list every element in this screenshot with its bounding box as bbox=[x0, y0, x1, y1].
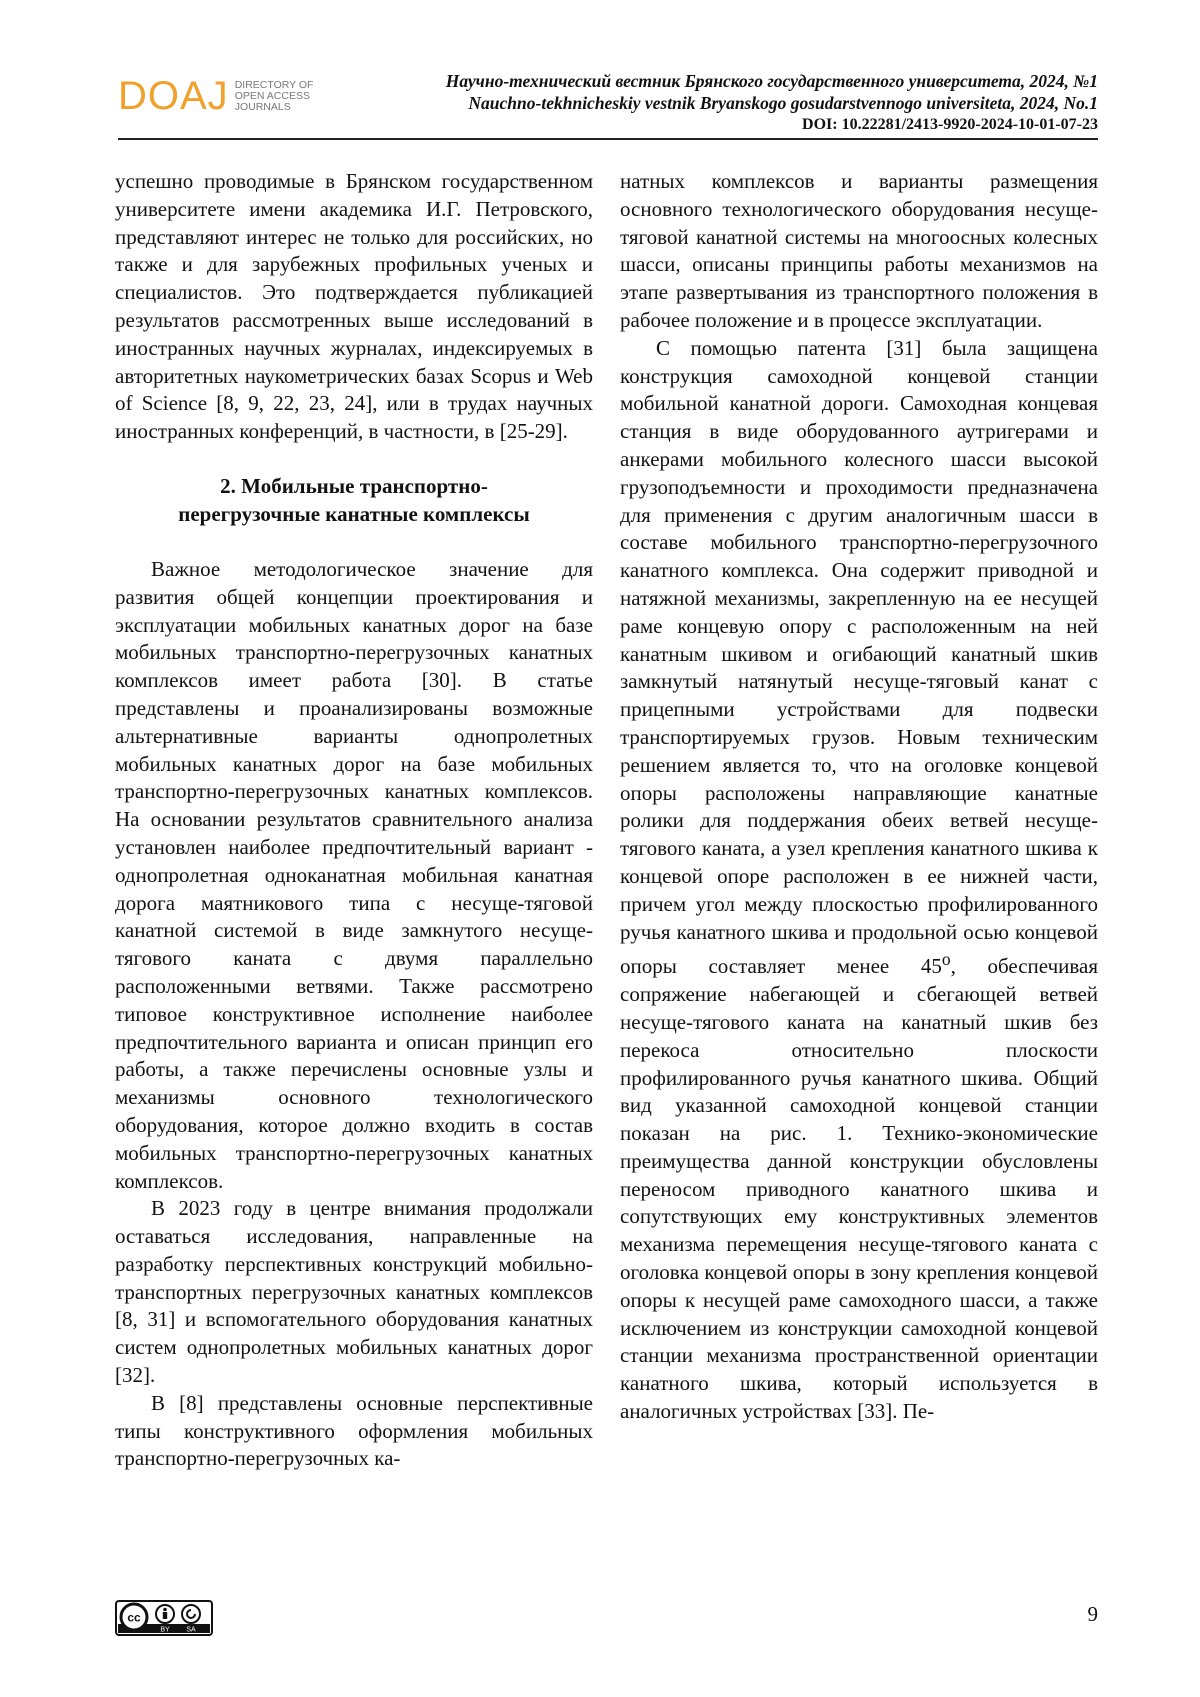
page-number: 9 bbox=[1087, 1602, 1098, 1626]
license-sa: SA bbox=[186, 1626, 196, 1634]
doaj-mark: DOAJ bbox=[118, 74, 229, 118]
paragraph: В 2023 году в центре внимания продолжали оставаться исследования, направленные на разработку перспективных конструкций мобильно-транспортных перегрузочных канатных комплексов [8, 31] и вспомогательного оборудования канатных систем однопролетных мобильных канатных дорог [32]. bbox=[115, 1196, 593, 1388]
doaj-logo bbox=[118, 76, 313, 116]
license-icon bbox=[115, 1600, 213, 1636]
doaj-sub-line: DIRECTORY OF bbox=[234, 78, 314, 91]
left-column bbox=[115, 168, 593, 1473]
journal-title-ru: Научно-технический вестник Брянского государственного университета, 2024, №1 bbox=[445, 71, 1098, 91]
paragraph-text: , обеспечивая сопряжение набегающей и сбегающей ветвей несуще-тягового каната на канатный шкив без перекоса относительно плоскости профилированного ручья канатного шкива. Общий вид указанной самоходной концевой станции показан на рис. 1. Технико-экономические преимущества данной конструкции обусловлены переносом приводного канатного шкива и сопутствующих ему конструктивных элементов механизма перемещения несуще-тягового каната с оголовка концевой опоры в зону крепления концевой опоры к несущей раме самоходного шасси, а также исключением из конструкции самоходной концевой станции механизма пространственной ориентации канатного шкива, который используется в аналогичных устройствах [33]. Пе- bbox=[620, 954, 1098, 1424]
doaj-subtitle bbox=[235, 80, 314, 113]
doaj-sub-line: JOURNALS bbox=[234, 100, 291, 113]
section-heading bbox=[115, 472, 593, 528]
paragraph-text: С помощью патента [31] была защищена конструкция самоходной концевой станции мобильной канатной дороги. Самоходная концевая станция в виде оборудованного аутригерами и анкерами мобильного колесного шасси высокой грузоподъемности и проходимости предназначена для применения с другим аналогичным шасси в составе мобильного транспортно-перегрузочного канатного комплекса. Она содержит приводной и натяжной механизмы, закрепленную на ее несущей раме концевую опору с расположенным на ней канатным шкивом и огибающий канатный шкив замкнутый натянутый несуще-тяговый канат с прицепными устройствами для подвески транспортируемых грузов. Новым техническим решением является то, что на оголовке концевой опоры расположены направляющие канатные ролики для поддержания обеих ветвей несуще-тягового каната, а узел крепления канатного шкива к концевой опоре расположен в ее нижней части, причем угол между плоскостью профилированного ручья канатного шкива и продольной осью концевой опоры составляет менее 45 bbox=[620, 335, 1098, 979]
doaj-sub-line: OPEN ACCESS bbox=[234, 89, 310, 102]
license-by: BY bbox=[160, 1626, 170, 1634]
section-heading-line: перегрузочные канатные комплексы bbox=[178, 501, 530, 526]
right-column bbox=[620, 168, 1098, 1426]
page-header bbox=[118, 70, 1098, 142]
journal-title-en: Nauchno-tekhnicheskiy vestnik Bryanskogo gosudarstvennogo universiteta, 2024, No.1 bbox=[468, 93, 1098, 113]
paragraph: Важное методологическое значение для развития общей концепции проектирования и эксплуатации мобильных канатных дорог на базе мобильных транспортно-перегрузочных канатных комплексов имеет работа [30]. В статье представлены и проанализированы возможные альтернативные варианты однопролетных мобильных канатных дорог на базе мобильных транспортно-перегрузочных канатных комплексов. На основании результатов сравнительного анализа установлен наиболее предпочтительный вариант - однопролетная одноканатная мобильная канатная дорога маятникового типа с несуще-тяговой канатной системой в виде замкнутого несуще-тягового каната с двумя параллельно расположенными ветвями. Также рассмотрено типовое конструктивное исполнение наиболее предпочтительного варианта и описан принцип его работы, а также перечислены основные узлы и механизмы основного технологического оборудования, которое должно входить в состав мобильных транспортно-перегрузочных канатных комплексов. bbox=[115, 556, 593, 1193]
header-rule bbox=[118, 138, 1098, 140]
paragraph: натных комплексов и варианты размещения основного технологического оборудования несуще-тяговой канатной системы на многоосных колесных шасси, описаны принципы работы механизмов на этапе развертывания из транспортного положения в рабочее положение и в процессе эксплуатации. bbox=[620, 169, 1098, 332]
paragraph: успешно проводимые в Брянском государственном университете имени академика И.Г. Петровского, представляют интерес не только для российских, но также и для зарубежных профильных ученых и специалистов. Это подтверждается публикацией результатов рассмотренных выше исследований в иностранных научных журналах, индексируемых в авторитетных наукометрических базах Scopus и Web of Science [8, 9, 22, 23, 24], или в трудах научных иностранных конференций, в частности, в [25-29]. bbox=[115, 169, 593, 444]
degree-superscript: о bbox=[941, 949, 951, 970]
doi: DOI: 10.22281/2413-9920-2024-10-01-07-23 bbox=[802, 116, 1098, 133]
journal-info bbox=[446, 70, 1098, 136]
section-heading-line: 2. Мобильные транспортно- bbox=[220, 473, 488, 498]
cc-by-sa-badge bbox=[115, 1600, 213, 1636]
svg-text:cc: cc bbox=[127, 1610, 141, 1625]
paragraph bbox=[620, 335, 1098, 1426]
paragraph: В [8] представлены основные перспективные типы конструктивного оформления мобильных транспортно-перегрузочных ка- bbox=[115, 1390, 593, 1471]
